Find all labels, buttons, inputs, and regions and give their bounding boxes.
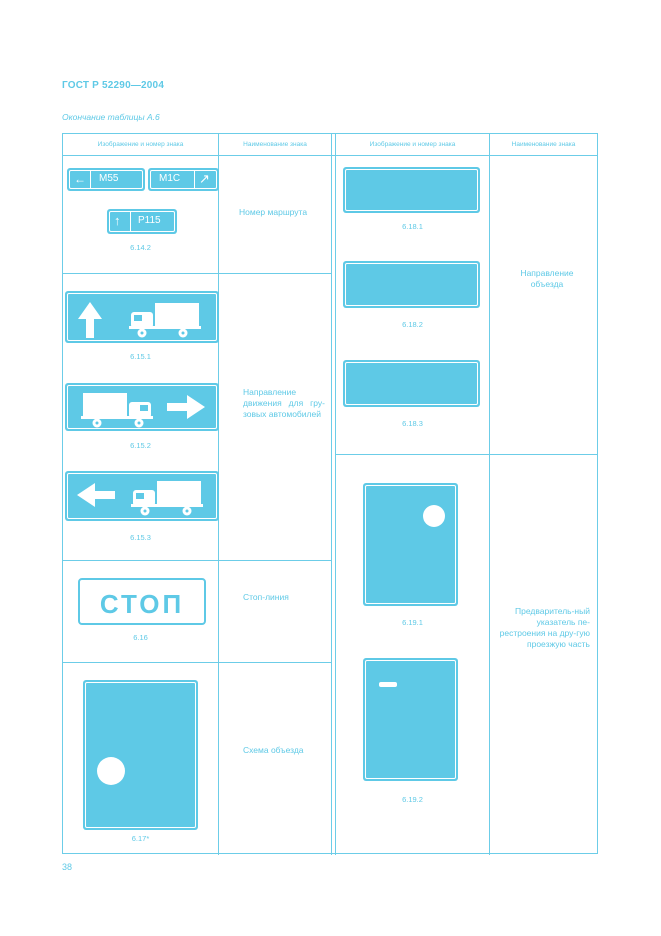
sign-6-15-1 [65, 291, 219, 343]
column-header-name-right: Наименование знака [511, 141, 576, 148]
sign-name-6-17: Схема объезда [243, 745, 304, 755]
sign-number-6-15-3: 6.15.3 [130, 533, 151, 542]
sign-number-6-15-2: 6.15.2 [130, 441, 151, 450]
stop-line-text: СТОП [99, 589, 185, 619]
truck-up-arrow-icon [65, 291, 219, 343]
sign-number-6-17: 6.17* [131, 834, 150, 843]
sign-6-18-3 [343, 360, 480, 407]
position-dot-icon [97, 757, 125, 785]
signs-table [62, 133, 598, 854]
up-arrow-icon: ↑ [114, 213, 121, 228]
position-dot-icon [423, 505, 445, 527]
sign-6-18-2 [343, 261, 480, 308]
sign-name-6-16: Стоп-линия [243, 592, 289, 602]
sign-number-6-18-1: 6.18.1 [402, 222, 423, 231]
sign-6-14-2-p115 [107, 209, 177, 234]
sign-6-14-2-m10 [148, 168, 219, 191]
page-number: 38 [62, 862, 73, 872]
table-caption: Окончание таблицы А.6 [62, 112, 160, 122]
sign-name-6-18: Направление объезда [520, 268, 574, 290]
sign-number-6-16: 6.16 [133, 633, 148, 642]
sign-6-17 [83, 680, 198, 830]
truck-right-arrow-icon [65, 383, 219, 431]
sign-6-15-2 [65, 383, 219, 431]
sign-number-6-19-2: 6.19.2 [402, 795, 423, 804]
column-header-image-left: Изображение и номер знака [97, 141, 184, 148]
sign-6-14-2-m55 [67, 168, 145, 191]
route-label-p115: P115 [138, 215, 161, 226]
column-header-name-left: Наименование знака [243, 141, 307, 148]
sign-name-6-15: Направление движения для гру-зовых автомобилей [243, 387, 325, 420]
document-header: ГОСТ Р 52290—2004 [62, 80, 165, 91]
route-label-m10: M1C [159, 173, 181, 184]
sign-number-6-18-3: 6.18.3 [402, 419, 423, 428]
sign-6-18-1 [343, 167, 480, 213]
sign-number-6-14-2: 6.14.2 [130, 243, 151, 252]
position-bar-icon [379, 682, 397, 687]
truck-left-arrow-icon [65, 471, 219, 521]
sign-number-6-19-1: 6.19.1 [402, 618, 423, 627]
left-arrow-icon: ← [74, 172, 86, 186]
sign-number-6-18-2: 6.18.2 [402, 320, 423, 329]
route-label-m55: M55 [99, 173, 119, 184]
sign-6-19-1 [363, 483, 458, 606]
sign-6-19-2 [363, 658, 458, 781]
column-header-image-right: Изображение и номер знака [369, 141, 456, 148]
sign-6-16 [78, 578, 206, 625]
sign-name-6-19: Предваритель-ный указатель пе-рестроения на дру-гую проезжую часть [499, 606, 590, 650]
sign-name-6-14-2: Номер маршрута [239, 207, 308, 217]
sign-number-6-15-1: 6.15.1 [130, 352, 151, 361]
sign-6-15-3 [65, 471, 219, 521]
diagonal-arrow-icon: ↗ [199, 171, 210, 186]
